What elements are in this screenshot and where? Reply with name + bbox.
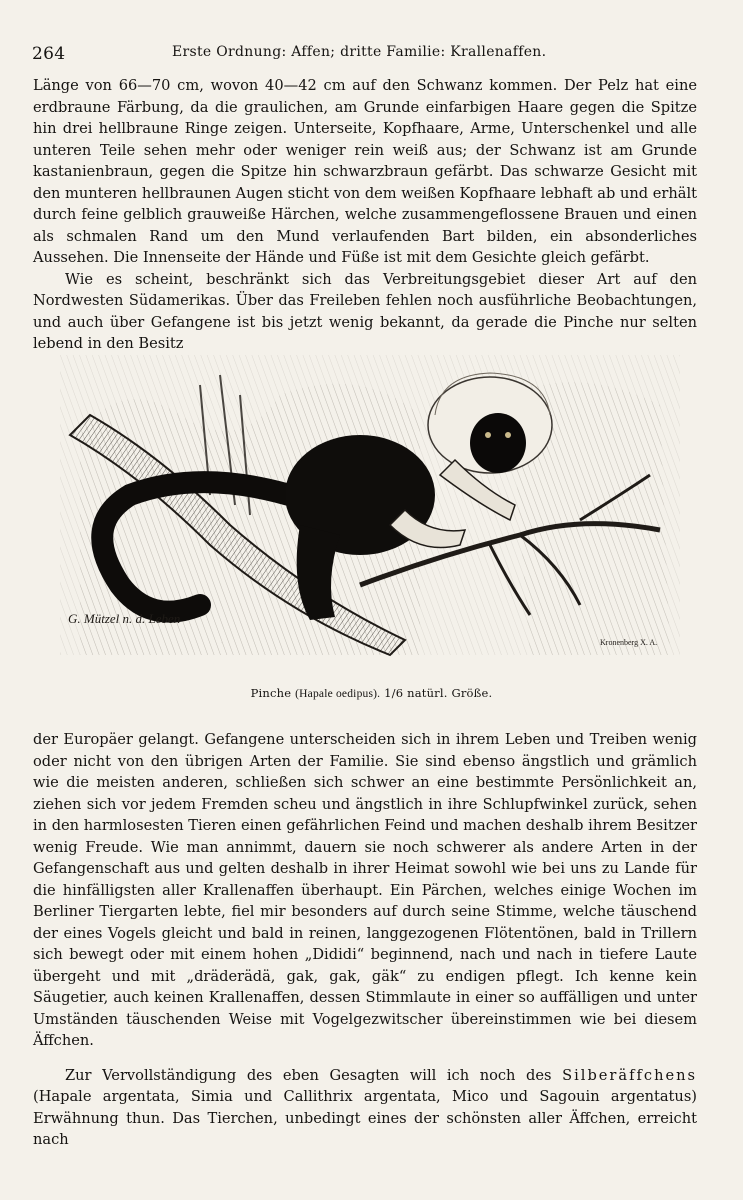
engraver-signature-right: Kronenberg X. A. (600, 638, 658, 647)
last-paragraph-lead: Zur Vervollständigung des eben Gesagten will ich noch des (65, 1066, 552, 1084)
figure-caption (0, 686, 743, 700)
artist-signature-left: G. Mützel n. d. Leben (68, 611, 181, 626)
paragraph-captivity: der Europäer gelangt. Gefangene unterscheiden sich in ihrem Leben und Treiben wenig oder nicht von den übrigen Arten der Familie. Sie sind ebenso ängstlich und grämlich wie die meisten anderen, schließen sich schwer an eine bestimmte Persönlichkeit an, ziehen sich vor jedem Fremden scheu und ängstlich in ihre Schlupfwinkel zurück, sehen in den harmlosesten Tieren einen gefährlichen Feind und machen deshalb ihrem Besitzer wenig Freude. Wie man annimmt, dauern sie noch schwerer als andere Arten in der Gefangenschaft aus und gelten deshalb in ihrer Heimat sowohl wie bei uns zu Lande für die hinfälligsten aller Krallenaffen überhaupt. Ein Pärchen, welches einige Wochen im Berliner Tiergarten lebte, fiel mir besonders auf durch seine Stimme, welche täuschend der eines Vogels gleicht und bald in reinen, langgezogenen Flötentönen, bald in Trillern sich bewegt oder mit einem hohen „Dididi“ beginnend, nach und nach in tiefere Laute übergeht und mit „dräderädä, gak, gak, gäk“ zu endigen pflegt. Ich kenne kein Säugetier, auch keinen Krallenaffen, dessen Stimmlaute in einer so auffälligen und unter Umständen täuschenden Weise mit Vogelgezwitscher übereinstimmen wie bei diesem Äffchen. (33, 731, 697, 1049)
monkey-face (470, 413, 526, 473)
upper-text-block (33, 75, 697, 355)
species-name-spaced: Silberäffchens (562, 1066, 697, 1084)
paragraph-distribution: Wie es scheint, beschränkt sich das Verbreitungsgebiet dieser Art auf den Nordwesten Südamerikas. Über das Freileben fehlen noch ausführliche Beobachtungen, und auch über Gefangene ist bis jetzt wenig bekannt, da gerade die Pinche nur selten lebend in den Besitz (33, 270, 697, 352)
paragraph-silberaeffchen (33, 1065, 697, 1151)
paragraph-description: Länge von 66—70 cm, wovon 40—42 cm auf den Schwanz kommen. Der Pelz hat eine erdbraune Färbung, da die graulichen, am Grunde einfarbigen Haare gegen die Spitze hin drei hellbraune Ringe zeigen. Unterseite, Kopfhaare, Arme, Unterschenkel und alle unteren Teile sehen mehr oder weniger rein weiß aus; der Schwanz ist am Grunde kastanienbraun, gegen die Spitze hin schwarzbraun gefärbt. Das schwarze Gesicht mit den munteren hellbraunen Augen sticht von dem weißen Kopfhaare lebhaft ab und erhält durch feine gelblich grauweiße Härchen, welche zusammengeflossene Brauen und einen als schmalen Rand um den Mund verlaufenden Bart bilden, ein absonderliches Aussehen. Die Innenseite der Hände und Füße ist mit dem Gesichte gleich gefärbt. (33, 77, 697, 266)
caption-latin: (Hapale oedipus). (295, 688, 381, 700)
page-header (32, 44, 703, 68)
monkey-engraving (60, 355, 680, 675)
engraving-illustration (60, 355, 680, 675)
caption-name: Pinche (250, 686, 292, 700)
lower-text-block (33, 729, 697, 1151)
last-paragraph-rest: (Hapale argentata, Simia und Callithrix argentata, Mico und Sagouin argentatus) Erwähnung thun. Das Tierchen, unbedingt eines der schönsten aller Äffchen, erreicht nach (33, 1088, 697, 1148)
caption-scale: 1/6 natürl. Größe. (384, 686, 493, 700)
running-title: Erste Ordnung: Affen; dritte Familie: Krallenaffen. (172, 44, 547, 60)
page-number: 264 (32, 44, 66, 64)
